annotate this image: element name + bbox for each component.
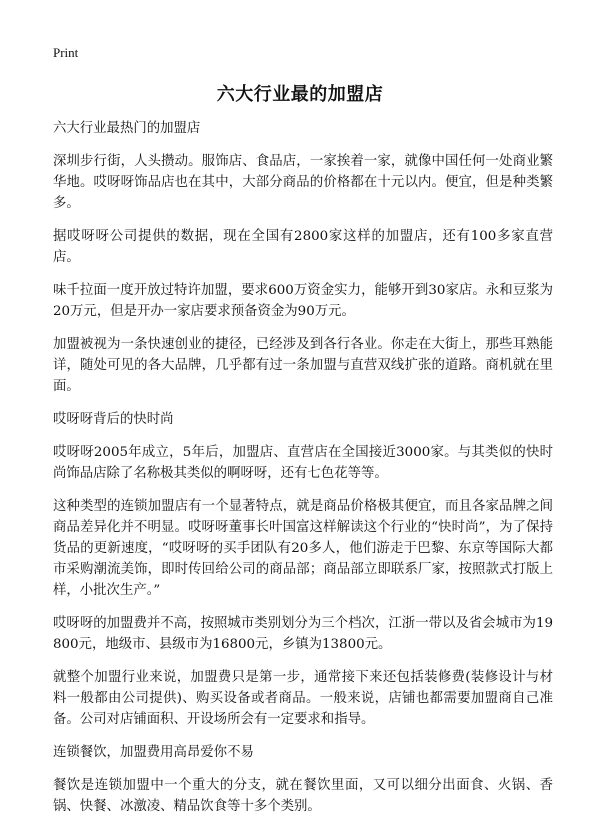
paragraph: 这种类型的连锁加盟店有一个显著特点，就是商品价格极其便宜，而且各家品牌之间商品差异化并不明显。哎呀呀董事长叶国富这样解读这个行业的“快时尚”，为了保持货品的更新速度，“哎呀呀的买手团队有20多人，他们游走于巴黎、东京等国际大都市采购潮流美饰，即时传回给公司的商品部；商品部立即联系厂家，按照款式打版上样，小批次生产。” [53, 499, 553, 598]
paragraph: 哎呀呀的加盟费并不高，按照城市类别划分为三个档次，江浙一带以及省会城市为19800元，地级市、县级市为16800元，乡镇为13800元。 [53, 616, 553, 652]
paragraph: 味千拉面一度开放过特许加盟，要求600万资金实力，能够开到30家店。永和豆浆为20万元，但是开办一家店要求预备资金为90万元。 [53, 283, 553, 319]
article-body [53, 118, 553, 828]
paragraph: 餐饮是连锁加盟中一个重大的分支，就在餐饮里面，又可以细分出面食、火锅、香锅、快餐、冰激凌、精品饮食等十多个类别。 [53, 778, 553, 814]
section-heading: 六大行业最热门的加盟店 [53, 121, 201, 136]
section-heading: 连锁餐饮，加盟费用高昂爱你不易 [53, 745, 254, 760]
print-link[interactable]: Print [53, 45, 79, 60]
paragraph: 据哎呀呀公司提供的数据，现在全国有2800家这样的加盟店，还有100多家直营店。 [53, 229, 553, 265]
page-title: 六大行业最的加盟店 [216, 84, 384, 105]
section-heading: 哎呀呀背后的快时尚 [53, 412, 174, 427]
paragraph: 加盟被视为一条快速创业的捷径，已经涉及到各行各业。你走在大街上，那些耳熟能详，随处可见的各大品牌，几乎都有过一条加盟与直营双线扩张的道路。商机就在里面。 [53, 337, 553, 394]
paragraph: 哎呀呀2005年成立，5年后，加盟店、直营店在全国接近3000家。与其类似的快时尚饰品店除了名称极其类似的啊呀呀，还有七色花等等。 [53, 445, 553, 481]
paragraph: 就整个加盟行业来说，加盟费只是第一步，通常接下来还包括装修费(装修设计与材料一般都由公司提供)、购买设备或者商品。一般来说，店铺也都需要加盟商自己准备。公司对店铺面积、开设场所会有一定要求和指导。 [53, 670, 553, 727]
paragraph: 深圳步行街，人头攒动。服饰店、食品店，一家挨着一家，就像中国任何一处商业繁华地。哎呀呀饰品店也在其中，大部分商品的价格都在十元以内。便宜，但是种类繁多。 [53, 154, 553, 211]
